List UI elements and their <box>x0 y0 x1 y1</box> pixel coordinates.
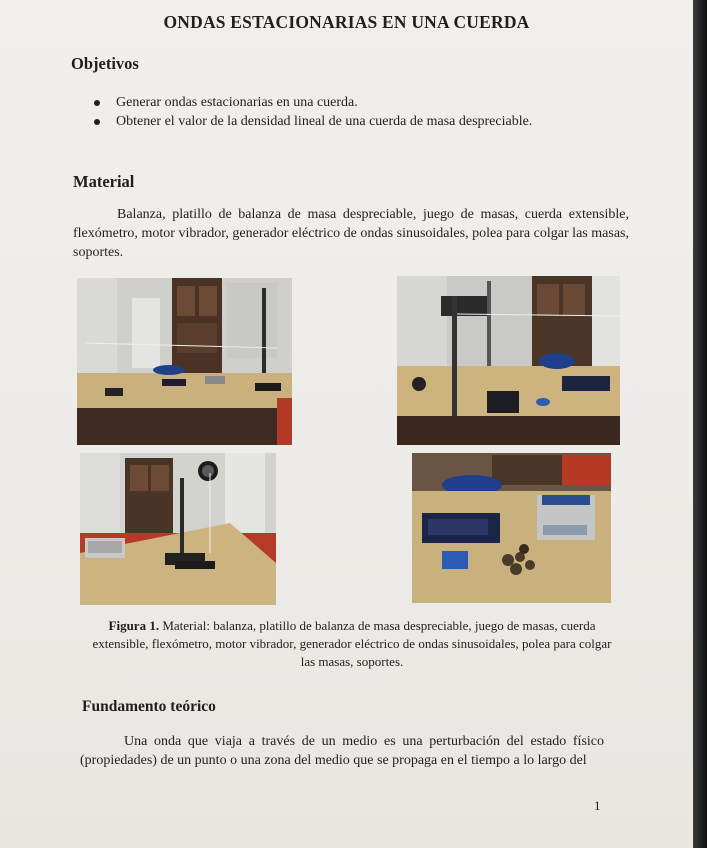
objective-item: Obtener el valor de la densidad lineal de una cuerda de masa despreciable. <box>92 112 532 131</box>
theory-heading: Fundamento teórico <box>82 698 216 715</box>
objectives-heading: Objetivos <box>71 54 139 73</box>
figure-caption <box>92 617 612 671</box>
page-edge-shadow <box>693 0 707 848</box>
theory-paragraph: Una onda que viaja a través de un medio es una perturbación del estado físico (propiedades) de un punto o una zona del medio que se propaga en el tiempo a lo largo del <box>80 734 604 768</box>
objective-item: Generar ondas estacionarias en una cuerda. <box>92 93 532 112</box>
document-title: ONDAS ESTACIONARIAS EN UNA CUERDA <box>163 12 530 32</box>
figure-caption-text: Material: balanza, platillo de balanza de masa despreciable, juego de masas, cuerda extensible, flexómetro, motor vibrador, generador eléctrico de ondas sinusoidales, polea para colgar las masas, soportes. <box>92 618 612 669</box>
material-heading: Material <box>73 172 135 191</box>
figure-label: Figura 1. <box>108 618 160 633</box>
page-number: 1 <box>594 798 601 813</box>
material-paragraph: Balanza, platillo de balanza de masa despreciable, juego de masas, cuerda extensible, flexómetro, motor vibrador, generador eléctrico de ondas sinusoidales, polea para colgar las masas, soportes. <box>73 207 629 260</box>
objectives-list <box>92 93 532 131</box>
photo-generator-masses <box>412 453 611 603</box>
photo-lab-bench <box>77 278 292 445</box>
photo-pulley-balance <box>80 453 276 605</box>
photo-stand-vibrator <box>397 276 620 445</box>
